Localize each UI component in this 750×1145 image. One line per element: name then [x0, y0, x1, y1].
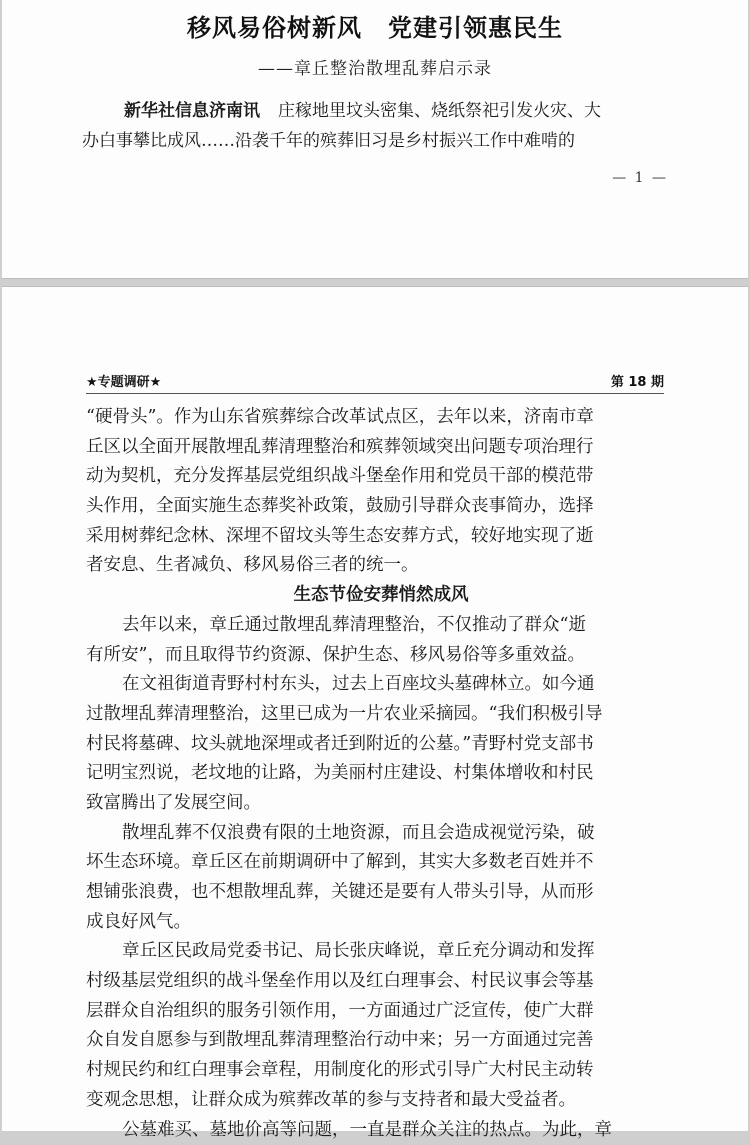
paragraph-line: 在文祖街道青野村村东头，过去上百座坟头墓碑林立。如今通 [86, 670, 676, 700]
document-page-1 [2, 0, 748, 279]
column-label: ★专题调研★ [86, 371, 161, 390]
paragraph-line: 采用树葬纪念林、深埋不留坟头等生态安葬方式，较好地实现了逝 [86, 522, 676, 552]
paragraph-line: 者安息、生者减负、移风易俗三者的统一。 [86, 551, 676, 581]
article-body [86, 403, 676, 1145]
paragraph-line: 章丘区民政局党委书记、局长张庆峰说，章丘充分调动和发挥 [86, 937, 676, 967]
page-header [86, 371, 664, 394]
paragraph-line: 头作用，全面实施生态葬奖补政策，鼓励引导群众丧事简办，选择 [86, 492, 676, 522]
paragraph-line: 动为契机，充分发挥基层党组织战斗堡垒作用和党员干部的模范带 [86, 462, 676, 492]
paragraph-line: 村级基层党组织的战斗堡垒作用以及红白理事会、村民议事会等基 [86, 967, 676, 997]
paragraph-line: 有所安”，而且取得节约资源、保护生态、移风易俗等多重效益。 [86, 641, 676, 671]
lead-line: 办白事攀比成风……沿袭千年的殡葬旧习是乡村振兴工作中难啃的 [82, 126, 682, 156]
news-source: 新华社信息济南讯 [124, 101, 260, 121]
lead-paragraph [82, 96, 682, 156]
paragraph-line: 变观念思想，让群众成为殡葬改革的参与支持者和最大受益者。 [86, 1086, 676, 1116]
paragraph-line: 村规民约和红白理事会章程，用制度化的形式引导广大村民主动转 [86, 1056, 676, 1086]
paragraph-line: 过散埋乱葬清理整治，这里已成为一片农业采摘园。“我们积极引导 [86, 700, 676, 730]
title-part-1: 移风易俗树新风 [187, 14, 362, 42]
issue-number: 第 18 期 [611, 371, 664, 390]
paragraph-line: 公墓难买、墓地价高等问题，一直是群众关注的热点。为此，章 [86, 1116, 676, 1145]
paragraph-line: 众自发自愿参与到散埋乱葬清理整治行动中来；另一方面通过完善 [86, 1026, 676, 1056]
paragraph-line: 散埋乱葬不仅浪费有限的土地资源，而且会造成视觉污染，破 [86, 819, 676, 849]
paragraph-line: 坏生态环境。章丘区在前期调研中了解到，其实大多数老百姓并不 [86, 848, 676, 878]
paragraph-line: 丘区以全面开展散埋乱葬清理整治和殡葬领域突出问题专项治理行 [86, 433, 676, 463]
paragraph-line: 致富腾出了发展空间。 [86, 789, 676, 819]
lead-line: 庄稼地里坟头密集、烧纸祭祀引发火灾、大 [278, 101, 601, 121]
document-page-2 [2, 286, 748, 1131]
paragraph-line: 成良好风气。 [86, 908, 676, 938]
section-heading: 生态节俭安葬悄然成风 [86, 581, 676, 611]
paragraph-line: 村民将墓碑、坟头就地深埋或者迁到附近的公墓。”青野村党支部书 [86, 730, 676, 760]
paragraph-line: “硬骨头”。作为山东省殡葬综合改革试点区，去年以来，济南市章 [86, 403, 676, 433]
article-subtitle: ——章丘整治散埋乱葬启示录 [258, 54, 492, 79]
paragraph-line: 去年以来，章丘通过散埋乱葬清理整治，不仅推动了群众“逝 [86, 611, 676, 641]
page-number: — 1 — [612, 170, 668, 186]
paragraph-line: 想铺张浪费，也不想散埋乱葬，关键还是要有人带头引导，从而形 [86, 878, 676, 908]
paragraph-line: 记明宝烈说，老坟地的让路，为美丽村庄建设、村集体增收和村民 [86, 759, 676, 789]
article-title [2, 8, 748, 43]
title-part-2: 党建引领惠民生 [388, 14, 563, 42]
paragraph-line: 层群众自治组织的服务引领作用，一方面通过广泛宣传，使广大群 [86, 997, 676, 1027]
